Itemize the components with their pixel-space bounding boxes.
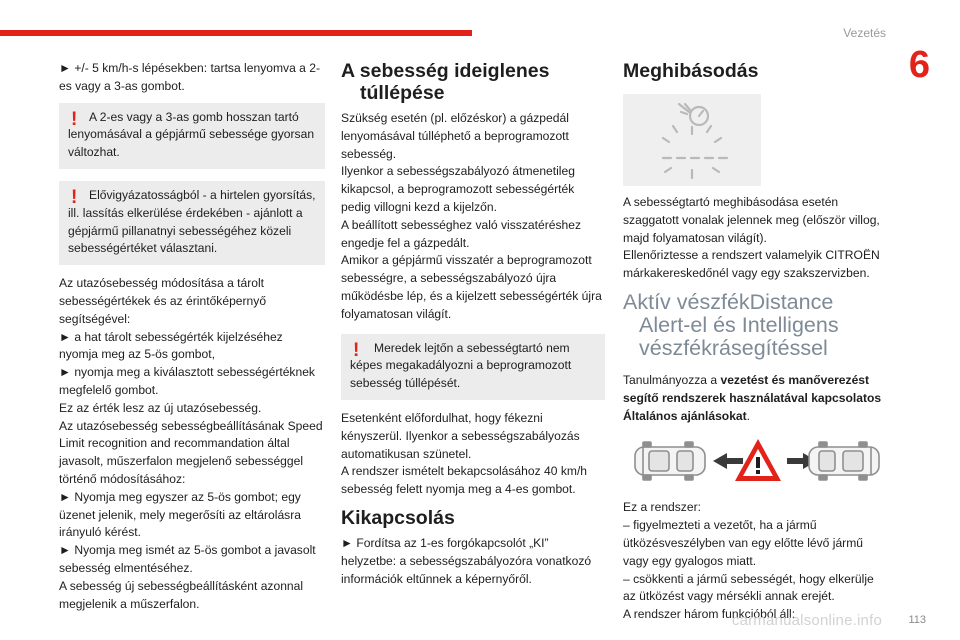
collision-warning-illustration xyxy=(633,435,883,487)
heading-active-emergency-braking xyxy=(623,291,887,360)
chapter-color-bar xyxy=(0,30,472,36)
list-item: – figyelmezteti a vezetőt, ha a jármű ütközésveszélyben van egy előtte lévő jármű vagy egy gyalogos miatt. xyxy=(623,518,863,568)
bullet-item: ► Nyomja meg egyszer az 5-ös gombot; egy üzenet jelenik, mely megerősíti az eltárolásra irányuló kérést. xyxy=(59,489,301,540)
paragraph: Szükség esetén (pl. előzéskor) a gázpedál lenyomásával túlléphető a beprogramozott sebesség. xyxy=(341,111,569,161)
car-icon xyxy=(635,442,705,480)
paragraph: Amikor a gépjármű visszatér a beprogramozott sebességre, a sebességszabályozó újra működésbe lép, és a kijelzett sebességérték újra folyamatosan világít. xyxy=(341,253,602,321)
heading-line: Alert-el és Intelligens xyxy=(639,312,839,337)
text-run: . xyxy=(746,408,751,423)
paragraph: A sebességtartó meghibásodása esetén szaggatott vonalak jelennek meg (először villog, majd folyamatosan világít). xyxy=(623,195,880,245)
heading-line: Aktív vészfékDistance xyxy=(623,289,834,314)
warning-icon: ! xyxy=(71,108,78,130)
speed-limiter-fault-image xyxy=(623,94,761,186)
general-recommendations-reference: vezetést és manőverezést segítő rendszerek használatával kapcsolatos Általános ajánlásokat xyxy=(623,372,882,423)
bullet-item: ► Fordítsa az 1-es forgókapcsolót „KI” helyzetbe: a sebességszabályozóra vonatkozó információk eltűnnek a képernyőről. xyxy=(341,535,592,586)
bullet-item: ► nyomja meg a kiválasztott sebességértéknek megfelelő gombot. xyxy=(59,365,315,397)
car-icon xyxy=(809,442,879,480)
column-1 xyxy=(59,60,325,613)
paragraph: Az utazósebesség módosítása a tárolt sebességértékek és az érintőképernyő segítségével: xyxy=(59,276,267,326)
warning-text: Meredek lejtőn a sebességtartó nem képes megakadályozni a beprogramozott sebesség túllépését. xyxy=(350,340,572,391)
paragraph: Ilyenkor a sebességszabályozó átmenetileg kikapcsol, a beprogramozott sebességérték pedig villogni kezd a kijelzőn. xyxy=(341,164,575,214)
paragraph: Az utazósebesség sebességbeállításának Speed Limit recognition and recommandation által javasolt, műszerfalon megjelenő sebességgel történő módosításához: xyxy=(59,418,323,486)
column-3 xyxy=(623,60,887,624)
column-2 xyxy=(341,60,605,588)
arrow-icon xyxy=(713,453,743,469)
watermark: carmanualsonline.info xyxy=(731,612,882,629)
list-item: – csökkenti a jármű sebességét, hogy elkerülje az ütközést vagy mérsékli annak erejét. xyxy=(623,571,874,604)
heading-malfunction: Meghibásodás xyxy=(623,60,759,82)
speedometer-fault-icon xyxy=(623,94,761,186)
bullet-item: ► a hat tárolt sebességérték kijelzéséhez nyomja meg az 5-ös gombot, xyxy=(59,329,283,362)
warning-box xyxy=(59,181,325,265)
paragraph: ► +/- 5 km/h-s lépésekben: tartsa lenyomva a 2-es vagy a 3-as gombot. xyxy=(59,61,321,93)
paragraph: A rendszer ismételt bekapcsolásához 40 km/h sebesség felett nyomja meg a 4-es gombot. xyxy=(341,464,588,497)
section-title: Vezetés xyxy=(843,26,886,40)
paragraph: Esetenként előfordulhat, hogy fékezni kényszerül. Ilyenkor a sebességszabályozás automatikusan szünetel. xyxy=(341,410,580,461)
heading-temporary-overspeed xyxy=(341,60,605,104)
paragraph: A sebesség új sebességbeállításként azonnal megjelenik a műszerfalon. xyxy=(59,578,304,611)
paragraph: Ellenőriztesse a rendszert valamelyik CITROËN márkakereskedőnél vagy egy szakszervizben. xyxy=(623,248,880,281)
paragraph: A beállított sebességhez való visszatéréshez engedje fel a gázpedált. xyxy=(341,217,581,250)
heading-deactivation: Kikapcsolás xyxy=(341,506,455,529)
paragraph xyxy=(623,372,887,425)
paragraph: Ez az érték lesz az új utazósebesség. xyxy=(59,400,262,415)
warning-box xyxy=(59,103,325,169)
paragraph: Ez a rendszer: xyxy=(623,500,701,515)
heading-line: vészfékrásegítéssel xyxy=(639,335,828,360)
warning-text: A 2-es vagy a 3-as gomb hosszan tartó lenyomásával a gépjármű sebessége gyorsan változhat. xyxy=(68,109,315,160)
bullet-item: ► Nyomja meg ismét az 5-ös gombot a javasolt sebesség elmentéséhez. xyxy=(59,543,316,575)
warning-icon: ! xyxy=(353,339,360,361)
warning-box xyxy=(341,334,605,400)
warning-text: Elővigyázatosságból - a hirtelen gyorsítás, ill. lassítás elkerülése érdekében - ajánlott a gépjármű pillanatnyi sebességéhez közeli sebességértéket választani. xyxy=(68,187,316,256)
paragraph: A rendszer három funkcióból áll: xyxy=(623,607,796,622)
heading-line: A sebesség ideiglenes xyxy=(341,60,550,82)
warning-icon: ! xyxy=(71,186,78,208)
heading-line: túllépése xyxy=(360,82,445,104)
text-run: Tanulmányozza a xyxy=(623,372,721,387)
chapter-number: 6 xyxy=(908,44,930,86)
page-number: 113 xyxy=(908,614,926,626)
